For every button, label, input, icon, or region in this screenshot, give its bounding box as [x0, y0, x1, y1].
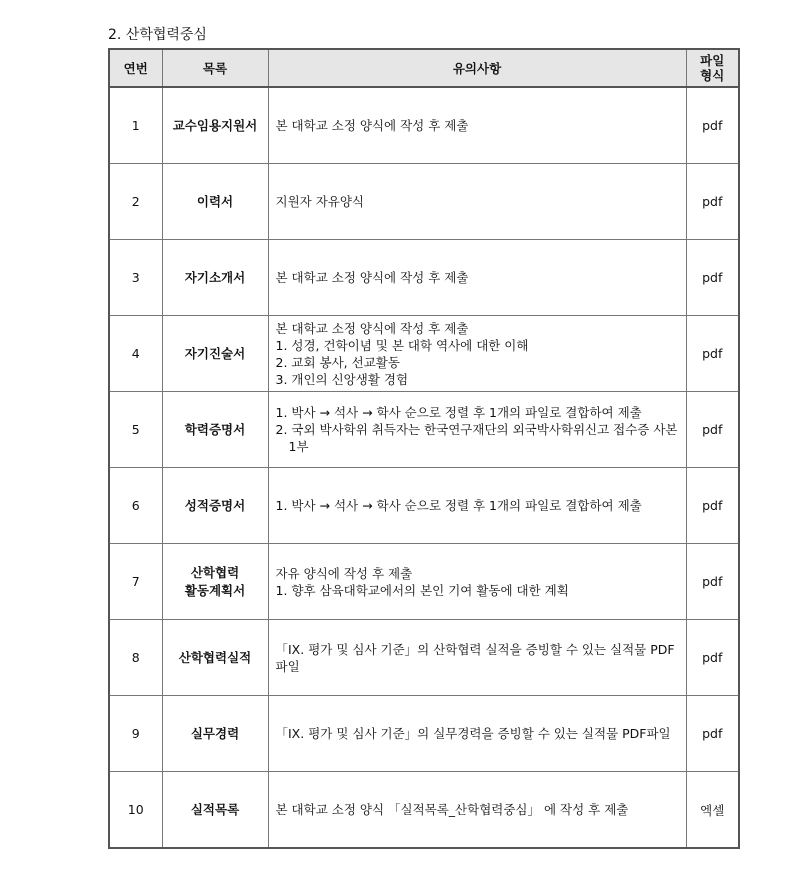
row-item	[162, 316, 268, 392]
table-header-row	[109, 49, 739, 87]
row-note	[268, 316, 686, 392]
note-line: 본 대학교 소정 양식에 작성 후 제출	[275, 118, 469, 133]
note-line: 1. 박사 → 석사 → 학사 순으로 정렬 후 1개의 파일로 결합하여 제출	[275, 498, 642, 513]
row-note	[268, 544, 686, 620]
note-line: 1. 성경, 건학이념 및 본 대학 역사에 대한 이해	[275, 337, 529, 353]
table-row	[109, 772, 739, 849]
header-format-line2: 형식	[700, 68, 725, 83]
header-no: 연번	[109, 49, 162, 87]
row-item-line: 자기진술서	[184, 345, 246, 361]
table-row	[109, 620, 739, 696]
note-line: 본 대학교 소정 양식 「실적목록_산학협력중심」 에 작성 후 제출	[275, 802, 629, 817]
row-item-line: 실무경력	[190, 725, 240, 741]
row-item-line: 이력서	[196, 193, 234, 209]
row-format: pdf	[686, 468, 739, 544]
row-item	[162, 696, 268, 772]
note-line: 자유 양식에 작성 후 제출	[275, 565, 413, 581]
header-note: 유의사항	[268, 49, 686, 87]
document-table	[108, 48, 740, 849]
row-item	[162, 468, 268, 544]
section-title: 2. 산학협력중심	[108, 27, 207, 43]
row-item	[162, 240, 268, 316]
row-number: 7	[109, 544, 162, 620]
row-item-line: 활동계획서	[184, 582, 246, 598]
table-row	[109, 240, 739, 316]
row-number: 5	[109, 392, 162, 468]
row-format: pdf	[686, 240, 739, 316]
header-format	[686, 49, 739, 87]
row-item-line: 실적목록	[190, 801, 240, 817]
row-number: 3	[109, 240, 162, 316]
row-number: 1	[109, 87, 162, 164]
note-line: 2. 국외 박사학위 취득자는 한국연구재단의 외국박사학위신고 접수증 사본 1부	[275, 422, 678, 454]
row-item	[162, 544, 268, 620]
row-note	[268, 620, 686, 696]
table-row	[109, 392, 739, 468]
note-line: 1. 박사 → 석사 → 학사 순으로 정렬 후 1개의 파일로 결합하여 제출	[275, 405, 642, 420]
row-note	[268, 772, 686, 849]
header-format-line1: 파일	[700, 53, 725, 68]
note-line: 본 대학교 소정 양식에 작성 후 제출	[275, 320, 469, 336]
row-format: pdf	[686, 696, 739, 772]
row-item-line: 교수임용지원서	[172, 117, 258, 133]
table-row	[109, 696, 739, 772]
table-row	[109, 87, 739, 164]
note-line: 1. 향후 삼육대학교에서의 본인 기여 활동에 대한 계획	[275, 582, 569, 598]
row-format: pdf	[686, 87, 739, 164]
table-row	[109, 316, 739, 392]
row-item-line: 산학협력실적	[178, 649, 252, 665]
row-format: 엑셀	[686, 772, 739, 849]
row-number: 6	[109, 468, 162, 544]
row-item	[162, 87, 268, 164]
note-line: 지원자 자유양식	[275, 194, 364, 209]
row-note	[268, 696, 686, 772]
row-note	[268, 87, 686, 164]
row-format: pdf	[686, 164, 739, 240]
row-number: 4	[109, 316, 162, 392]
row-number: 9	[109, 696, 162, 772]
row-item	[162, 620, 268, 696]
row-format: pdf	[686, 392, 739, 468]
note-line: 「IX. 평가 및 심사 기준」의 실무경력을 증빙할 수 있는 실적물 PDF파일	[275, 726, 671, 741]
row-item	[162, 164, 268, 240]
row-item	[162, 772, 268, 849]
row-number: 2	[109, 164, 162, 240]
row-format: pdf	[686, 316, 739, 392]
table-row	[109, 544, 739, 620]
row-note	[268, 164, 686, 240]
header-item: 목록	[162, 49, 268, 87]
row-item-line: 산학협력	[190, 564, 240, 580]
table-row	[109, 164, 739, 240]
note-line: 본 대학교 소정 양식에 작성 후 제출	[275, 270, 469, 285]
row-item-line: 자기소개서	[184, 269, 246, 285]
note-line: 「IX. 평가 및 심사 기준」의 산학협력 실적을 증빙할 수 있는 실적물 PDF 파일	[275, 641, 675, 674]
note-line: 2. 교회 봉사, 선교활동	[275, 354, 400, 370]
row-item-line: 학력증명서	[184, 421, 246, 437]
row-note	[268, 240, 686, 316]
row-item-line: 성적증명서	[184, 497, 246, 513]
row-format: pdf	[686, 544, 739, 620]
row-note	[268, 392, 686, 468]
row-number: 8	[109, 620, 162, 696]
note-line: 3. 개인의 신앙생활 경험	[275, 371, 409, 387]
row-note	[268, 468, 686, 544]
row-format: pdf	[686, 620, 739, 696]
row-item	[162, 392, 268, 468]
table-row	[109, 468, 739, 544]
row-number: 10	[109, 772, 162, 849]
